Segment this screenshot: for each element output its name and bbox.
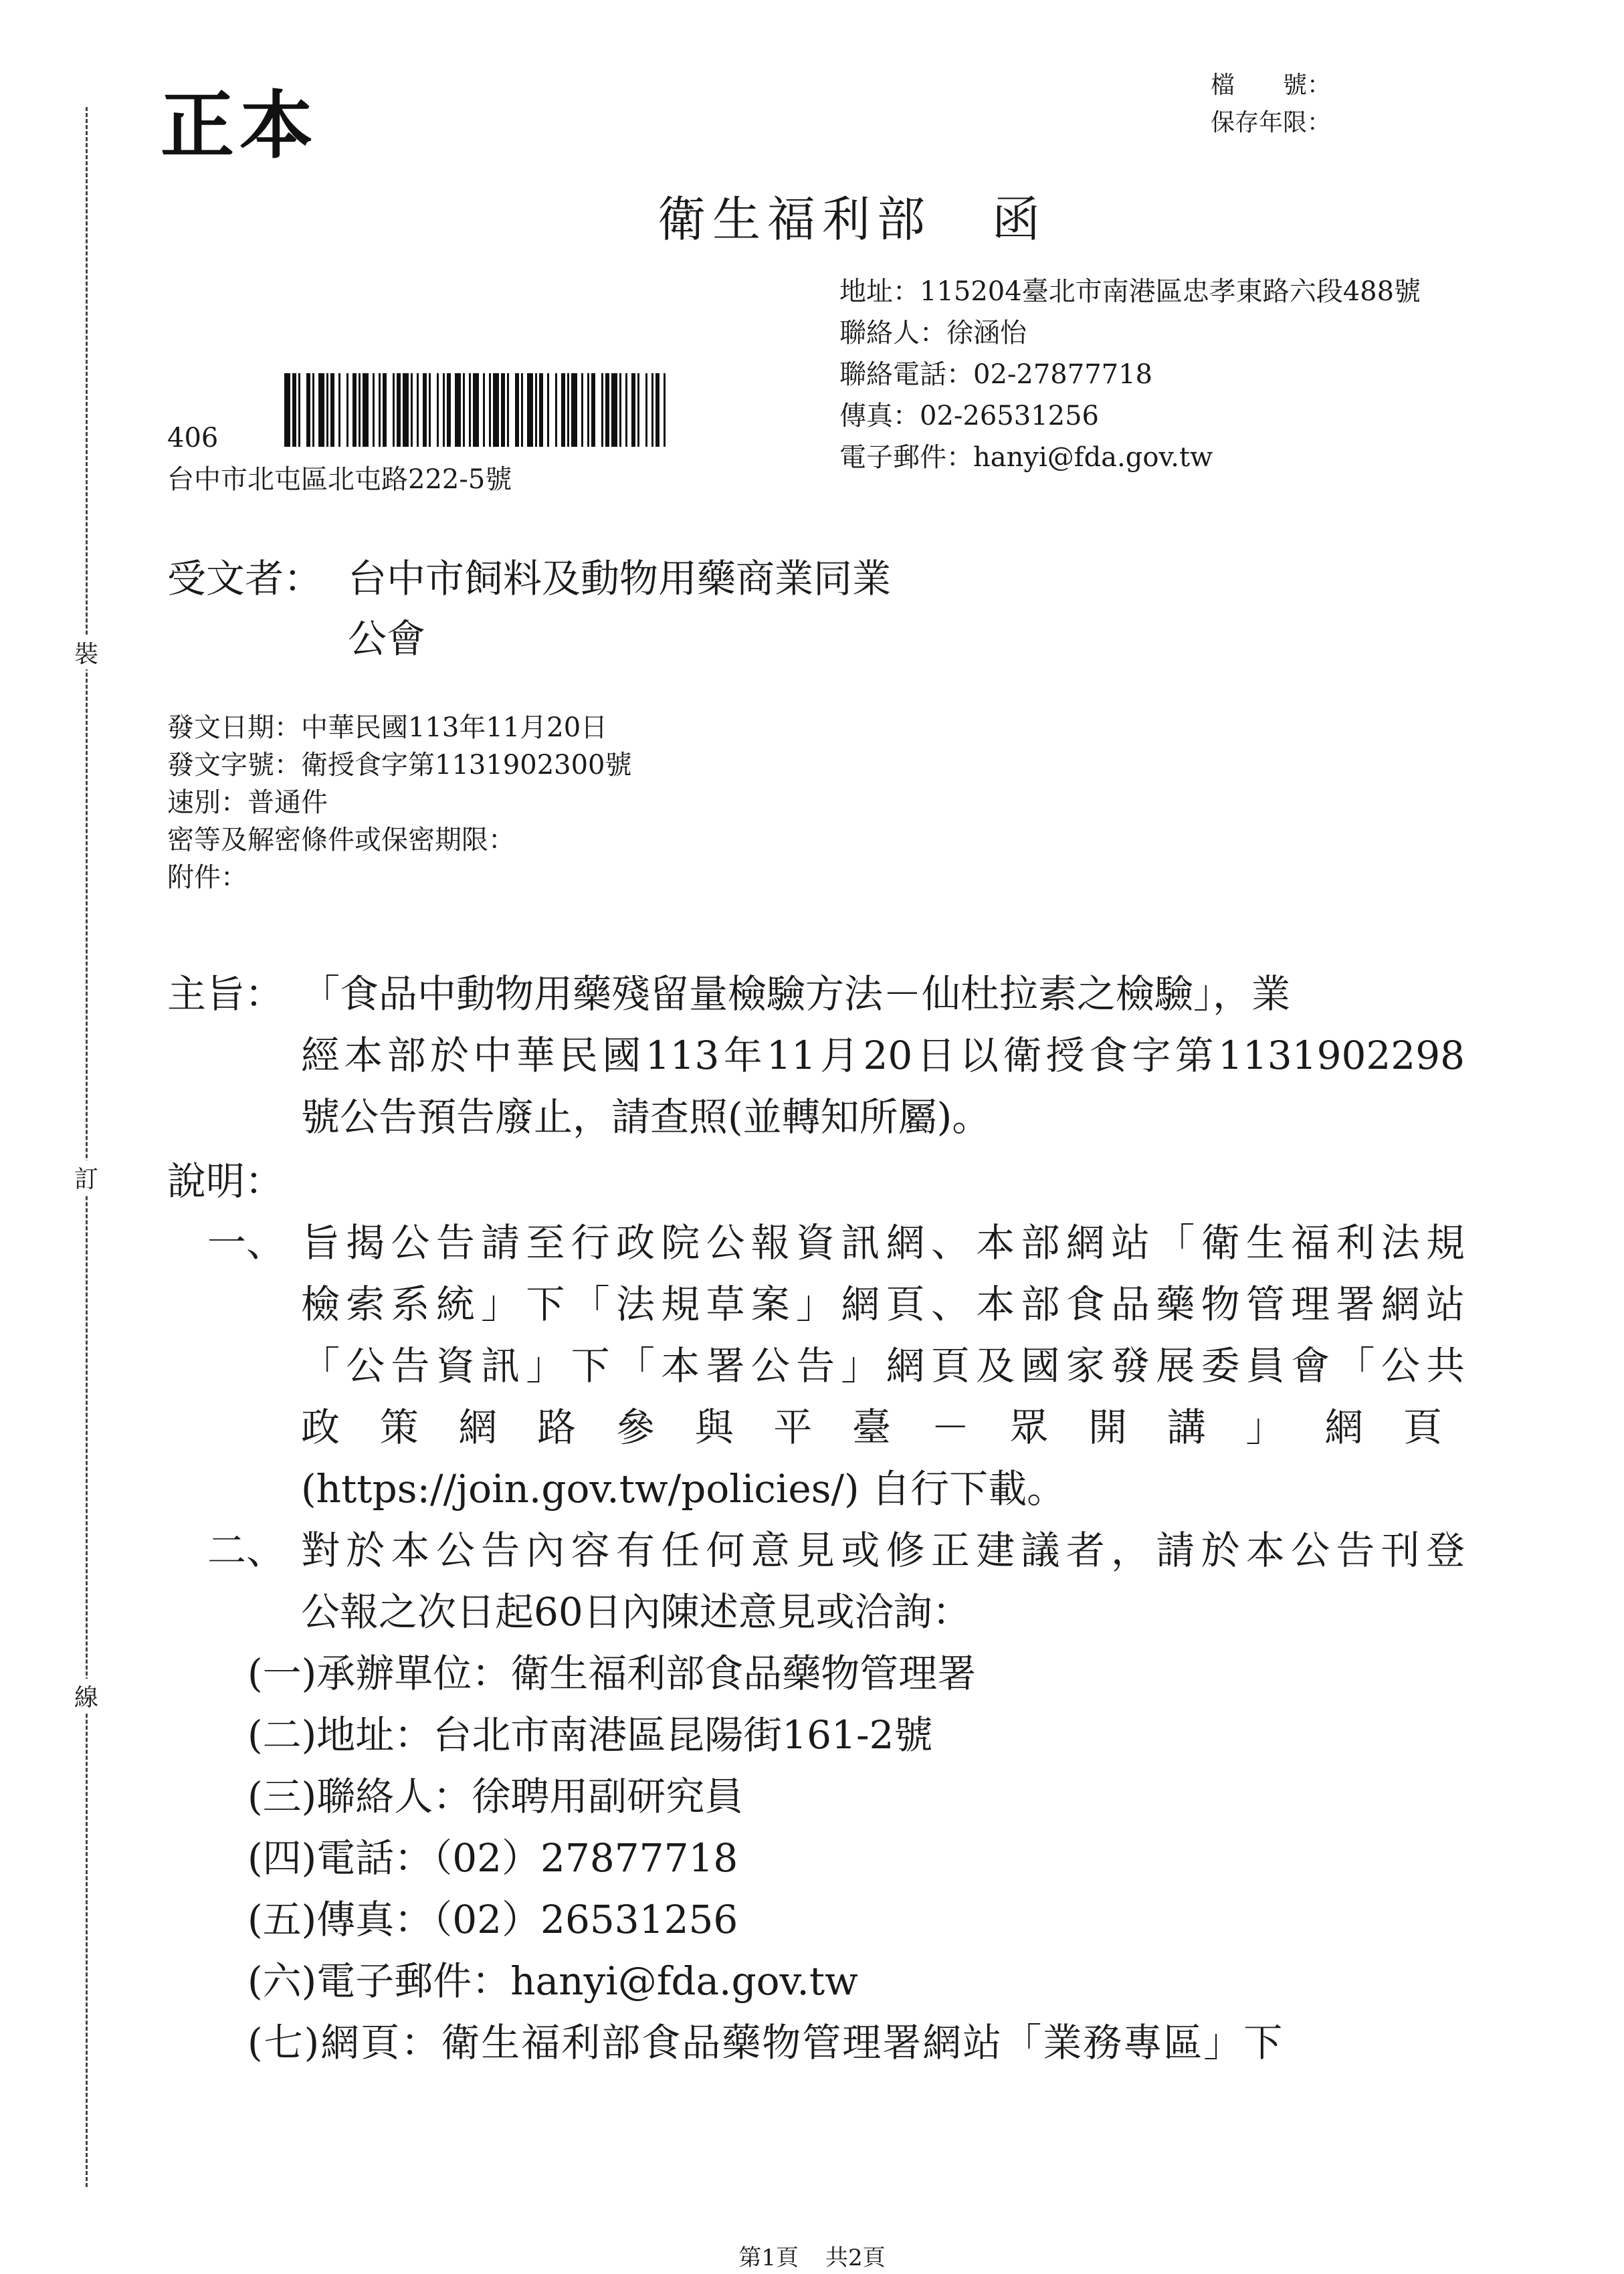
sender-email: 電子郵件：hanyi@fda.gov.tw — [839, 442, 1213, 473]
sub-item-7: (七)網頁：衛生福利部食品藥物管理署網站「業務專區」下 — [247, 2020, 1284, 2065]
agency-name: 衛生福利部 — [657, 191, 932, 247]
subject-label: 主旨： — [167, 971, 284, 1017]
file-number-label: 檔 號： — [1211, 72, 1332, 99]
doc-type: 函 — [992, 191, 1047, 247]
sender-address: 地址：115204臺北市南港區忠孝東路六段488號 — [839, 276, 1421, 307]
sub-item-6: (六)電子郵件：hanyi@fda.gov.tw — [247, 1958, 858, 2004]
file-meta — [1211, 67, 1331, 142]
subject — [167, 963, 1465, 1148]
page-footer — [0, 2239, 1624, 2272]
sub-item-1: (一)承辦單位：衛生福利部食品藥物管理署 — [247, 1651, 977, 1696]
sub-item-2: (二)地址：台北市南港區昆陽街161-2號 — [247, 1712, 933, 1758]
sender-info — [839, 271, 1421, 478]
issue-date: 發文日期：中華民國113年11月20日 — [167, 712, 608, 743]
sender-contact: 聯絡人：徐涵怡 — [839, 318, 1027, 348]
page-number: 第1頁 — [738, 2245, 799, 2271]
retention-label: 保存年限： — [1211, 109, 1332, 136]
secrecy-level: 密等及解密條件或保密期限： — [167, 825, 515, 855]
item-1-line3: 「公告資訊」下「本署公告」網頁及國家發展委員會「公共 — [301, 1343, 1465, 1388]
explanation-item-1 — [167, 1212, 1465, 1520]
explanation-label: 說明： — [167, 1158, 284, 1204]
postal-code: 406 — [167, 423, 219, 453]
delivery-speed: 速別：普通件 — [167, 787, 328, 818]
sub-item-5: (五)傳真：（02）26531256 — [247, 1897, 738, 1942]
mailing-address — [167, 417, 512, 500]
sender-fax: 傳真：02-26531256 — [839, 401, 1100, 431]
recipient-label: 受文者： — [167, 556, 323, 601]
binding-char-zhuang: 裝 — [72, 635, 100, 669]
subject-line3: 號公告預告廢止，請查照(並轉知所屬)。 — [301, 1094, 991, 1140]
subject-line2: 經本部於中華民國113年11月20日以衛授食字第1131902298 — [301, 1033, 1465, 1078]
issue-number: 發文字號：衛授食字第1131902300號 — [167, 750, 632, 781]
subject-line1: 「食品中動物用藥殘留量檢驗方法－仙杜拉素之檢驗」，業 — [301, 971, 1291, 1017]
item-2-line2: 公報之次日起60日內陳述意見或洽詢： — [301, 1589, 971, 1635]
item-2-line1: 對於本公告內容有任何意見或修正建議者，請於本公告刊登 — [301, 1528, 1465, 1573]
explanation — [167, 1150, 1465, 2073]
item-2-number: 二、 — [207, 1528, 286, 1573]
recipient-name-line2: 公會 — [348, 616, 426, 661]
recipient — [167, 548, 891, 669]
binding-dashed-line — [86, 107, 88, 2187]
binding-char-ding: 訂 — [72, 1160, 100, 1195]
attachments: 附件： — [167, 862, 247, 893]
original-copy-stamp: 正本 — [161, 82, 318, 169]
item-1-line5: (https://join.gov.tw/policies/) 自行下載。 — [301, 1466, 1066, 1512]
document-meta — [167, 709, 632, 896]
sub-item-4: (四)電話：（02）27877718 — [247, 1835, 738, 1881]
document-title — [0, 181, 1624, 250]
item-1-line2: 檢索系統」下「法規草案」網頁、本部食品藥物管理署網站 — [301, 1281, 1465, 1327]
binding-char-xian: 線 — [72, 1679, 100, 1713]
sub-item-3: (三)聯絡人：徐聘用副研究員 — [247, 1774, 744, 1819]
mailing-street: 台中市北屯區北屯路222-5號 — [167, 464, 512, 495]
item-1-line4: 政策網路參與平臺－眾開講」網頁 — [301, 1405, 1465, 1450]
item-1-number: 一、 — [207, 1220, 286, 1265]
page-total: 共2頁 — [825, 2245, 886, 2271]
item-1-line1: 旨揭公告請至行政院公報資訊網、本部網站「衛生福利法規 — [301, 1220, 1465, 1265]
recipient-name-line1: 台中市飼料及動物用藥商業同業 — [348, 556, 892, 601]
sender-phone: 聯絡電話：02-27877718 — [839, 359, 1153, 390]
explanation-item-2 — [167, 1520, 1465, 1643]
